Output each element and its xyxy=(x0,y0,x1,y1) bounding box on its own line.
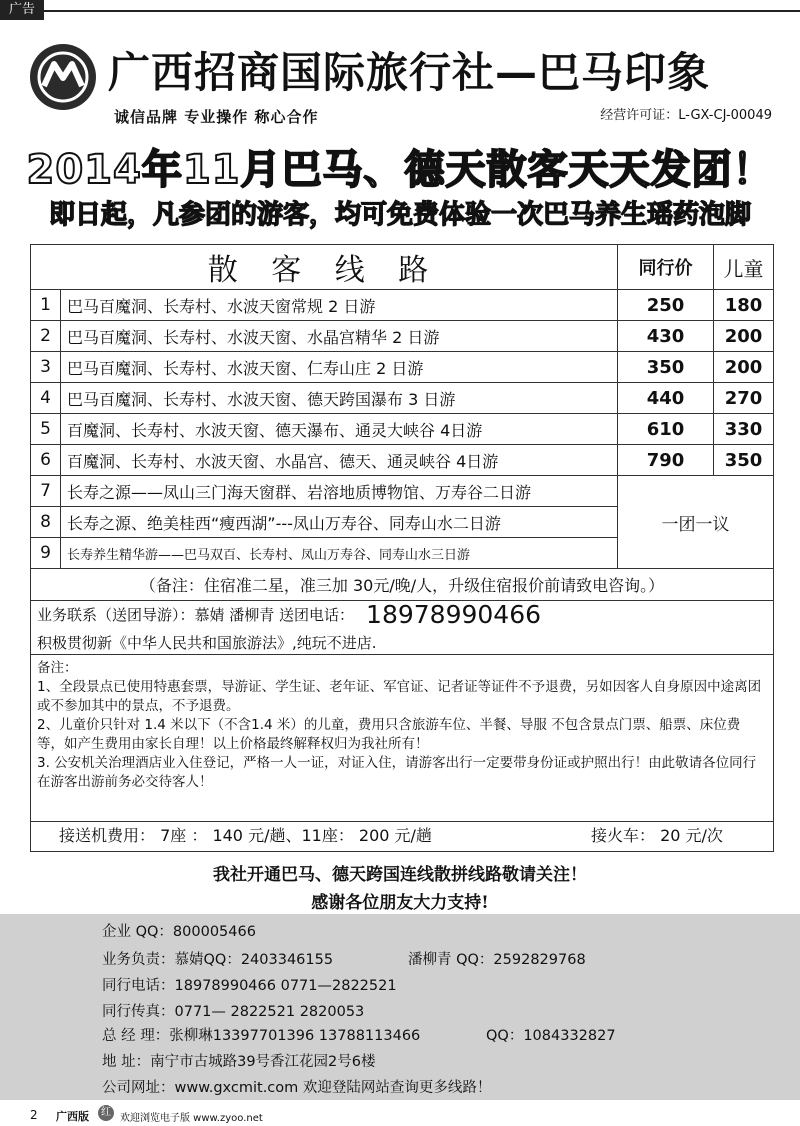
general-manager xyxy=(102,1024,616,1045)
gm-phones: 总 经 理：张柳琳13397701396 13788113466 xyxy=(102,1028,421,1044)
route-number: 4 xyxy=(31,383,61,414)
col-child-price: 儿童 xyxy=(714,245,774,290)
route-name: 长寿养生精华游——巴马双百、长寿村、凤山万寿谷、同寿山水三日游 xyxy=(61,538,618,569)
train-transfer-fee: 接火车： 20 元/次 xyxy=(591,826,723,845)
company-info-panel xyxy=(0,914,800,1100)
col-peer-price: 同行价 xyxy=(618,245,714,290)
route-child-price: 270 xyxy=(714,383,774,414)
airport-transfer-fee: 接送机费用： 7座 ： 140 元/趟、11座： 200 元/趟 xyxy=(59,826,432,845)
route-number: 9 xyxy=(31,538,61,569)
route-number: 6 xyxy=(31,445,61,476)
business-license: 经营许可证：L-GX-CJ-00049 xyxy=(600,108,772,123)
route-number: 7 xyxy=(31,476,61,507)
page-number: 2 xyxy=(30,1108,38,1122)
business-managers xyxy=(102,948,586,969)
route-name: 百魔洞、长寿村、水波天窗、德天瀑布、通灵大峡谷 4日游 xyxy=(61,414,618,445)
route-row xyxy=(31,352,774,383)
route-name: 巴马百魔洞、长寿村、水波天窗、水晶宫精华 2 日游 xyxy=(61,321,618,352)
edition-label: 广西版 xyxy=(56,1110,89,1123)
route-row xyxy=(31,445,774,476)
route-name: 巴马百魔洞、长寿村、水波天窗、德天跨国瀑布 3 日游 xyxy=(61,383,618,414)
company-slogan: 诚信品牌 专业操作 称心合作 xyxy=(114,108,319,126)
notes-section xyxy=(30,654,774,822)
edition-badge-icon: 红 xyxy=(98,1105,114,1121)
header xyxy=(30,36,780,126)
route-child-price: 200 xyxy=(714,352,774,383)
route-name: 长寿之源——凤山三门海天窗群、岩溶地质博物馆、万寿谷二日游 xyxy=(61,476,618,507)
route-number: 3 xyxy=(31,352,61,383)
negotiable-price: 一团一议 xyxy=(618,476,774,569)
route-price: 430 xyxy=(618,321,714,352)
company-name: 广西招商国际旅行社—巴马印象 xyxy=(108,48,711,97)
gm-qq: QQ：1084332827 xyxy=(486,1028,616,1044)
route-price: 350 xyxy=(618,352,714,383)
company-logo-icon xyxy=(30,44,96,110)
route-name: 巴马百魔洞、长寿村、水波天窗常规 2 日游 xyxy=(61,290,618,321)
route-name: 长寿之源、绝美桂西“瘦西湖”---凤山万寿谷、同寿山水二日游 xyxy=(61,507,618,538)
routes-title: 散 客 线 路 xyxy=(31,245,618,290)
promo-line-2: 感谢各位朋友大力支持! xyxy=(311,893,489,913)
manager-2: 潘柳青 QQ：2592829768 xyxy=(408,952,586,968)
ezine-site: 欢迎浏览电子版 www.zyoo.net xyxy=(120,1113,263,1124)
notes-title: 备注： xyxy=(37,660,78,676)
route-number: 8 xyxy=(31,507,61,538)
company-website: 公司网址：www.gxcmit.com 欢迎登陆网站查询更多线路！ xyxy=(102,1080,492,1096)
route-name: 百魔洞、长寿村、水波天窗、水晶宫、德天、通灵峡谷 4日游 xyxy=(61,445,618,476)
manager-1: 业务负责：慕婧QQ：2403346155 xyxy=(102,952,334,968)
peer-fax: 同行传真：0771— 2822521 2820053 xyxy=(102,1004,365,1020)
route-row xyxy=(31,321,774,352)
route-row xyxy=(31,476,774,507)
route-child-price: 180 xyxy=(714,290,774,321)
contact-section xyxy=(30,596,774,654)
route-row xyxy=(31,414,774,445)
route-child-price: 350 xyxy=(714,445,774,476)
route-child-price: 330 xyxy=(714,414,774,445)
note-item: 3. 公安机关治理酒店业入住登记，严格一人一证，对证入住，请游客出行一定要带身份证或护照出行！由此敬请各位同行在游客出游前务必交待客人！ xyxy=(37,755,757,790)
note-item: 2、儿童价只针对 1.4 米以下（不含1.4 米）的儿童，费用只含旅游车位、半餐、导服 不包含景点门票、船票、床位费等，如产生费用由家长自理！以上价格最终解释权归为我社所有！ xyxy=(37,717,741,752)
route-number: 5 xyxy=(31,414,61,445)
route-number: 1 xyxy=(31,290,61,321)
routes-table xyxy=(30,244,774,601)
promo-line-1: 我社开通巴马、德天跨国连线散拼线路敬请关注！ xyxy=(213,865,587,885)
main-headline: 2014年11月巴马、德天散客天天发团！ xyxy=(26,147,774,193)
sub-headline: 即日起，凡参团的游客，均可免费体验一次巴马养生瑶药泡脚 xyxy=(48,200,751,230)
route-child-price: 200 xyxy=(714,321,774,352)
route-number: 2 xyxy=(31,321,61,352)
transfer-fees xyxy=(30,822,774,852)
company-address: 地 址：南宁市古城路39号香江花园2号6楼 xyxy=(102,1054,376,1070)
route-row xyxy=(31,290,774,321)
ad-divider xyxy=(44,10,800,12)
contact-phone: 18978990466 xyxy=(366,600,542,629)
enterprise-qq: 企业 QQ：800005466 xyxy=(102,924,256,940)
route-row xyxy=(31,383,774,414)
route-price: 790 xyxy=(618,445,714,476)
peer-phone: 同行电话：18978990466 0771—2822521 xyxy=(102,978,397,994)
route-price: 250 xyxy=(618,290,714,321)
accommodation-note: （备注：住宿准二星，准三加 30元/晚/人，升级住宿报价前请致电咨询。） xyxy=(31,569,774,601)
ad-tag: 广告 xyxy=(0,0,44,20)
tourism-law-statement: 积极贯彻新《中华人民共和国旅游法》,纯玩不进店. xyxy=(37,634,377,652)
contact-line xyxy=(37,600,541,629)
route-price: 610 xyxy=(618,414,714,445)
route-price: 440 xyxy=(618,383,714,414)
note-item: 1、全段景点已使用特惠套票，导游证、学生证、老年证、军官证、记者证等证件不予退费，另如因客人自身原因中途离团或不参加其中的景点，不予退费。 xyxy=(37,679,762,714)
route-name: 巴马百魔洞、长寿村、水波天窗、仁寿山庄 2 日游 xyxy=(61,352,618,383)
contact-label: 业务联系（送团导游）：慕婧 潘柳青 送团电话： xyxy=(37,606,355,624)
page-footer xyxy=(0,1104,800,1126)
